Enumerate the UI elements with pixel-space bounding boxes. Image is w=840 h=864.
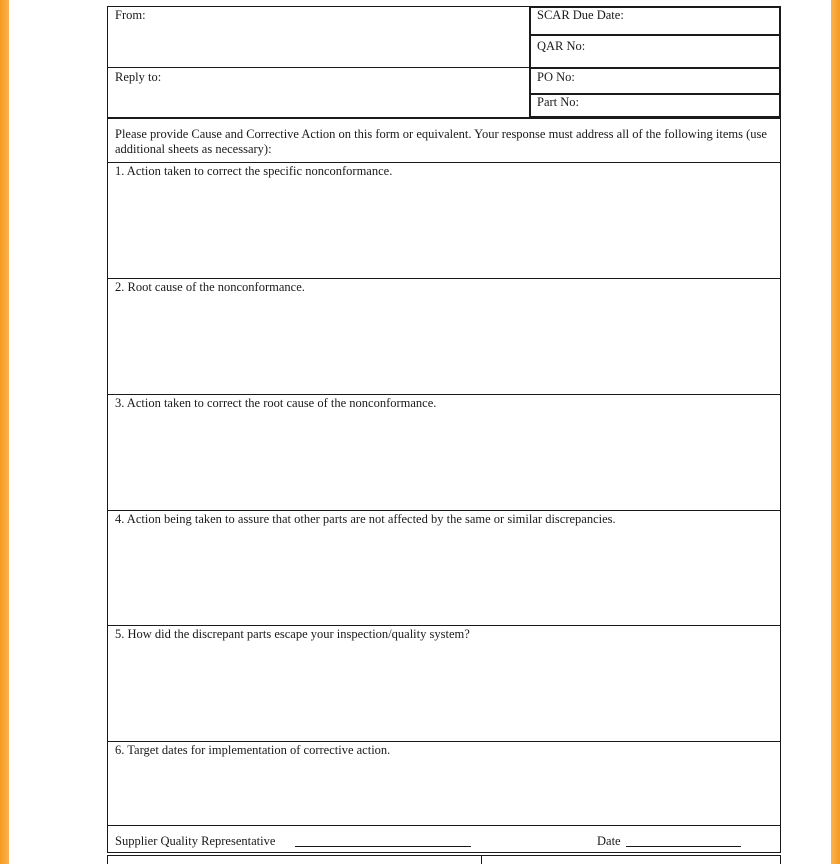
scar-due-date-cell[interactable] (529, 6, 781, 36)
response-section-6[interactable] (107, 741, 781, 853)
item-6-label: 6. Target dates for implementation of corrective action. (115, 743, 391, 757)
supplier-rep-label: Supplier Quality Representative (115, 834, 276, 848)
from-label: From: (115, 8, 146, 22)
scar-due-date-label: SCAR Due Date: (537, 8, 624, 22)
item-4-label: 4. Action being taken to assure that other parts are not affected by the same or similar discrepancies. (115, 512, 616, 526)
response-section-3[interactable] (107, 394, 781, 511)
qar-no-label: QAR No: (537, 39, 586, 53)
part-no-label: Part No: (537, 95, 580, 109)
instructions-text: Please provide Cause and Corrective Action on this form or equivalent. Your response must address all of the following items (use additional sheets as necessary): (115, 127, 767, 156)
supplier-rep-signature-line[interactable] (295, 846, 471, 847)
item-3-label: 3. Action taken to correct the root cause of the nonconformance. (115, 396, 437, 410)
reply-to-cell[interactable] (107, 67, 530, 118)
response-section-5[interactable] (107, 625, 781, 742)
page-border-right (831, 0, 840, 864)
part-no-cell[interactable] (529, 93, 781, 118)
po-no-label: PO No: (537, 70, 575, 84)
lower-section-right (481, 855, 781, 864)
item-1-label: 1. Action taken to correct the specific nonconformance. (115, 164, 393, 178)
instructions-cell (107, 118, 781, 163)
item-2-label: 2. Root cause of the nonconformance. (115, 280, 305, 294)
date-label: Date (597, 834, 621, 848)
po-no-cell[interactable] (529, 67, 781, 95)
lower-section-left (107, 855, 482, 864)
reply-to-label: Reply to: (115, 70, 162, 84)
response-section-1[interactable] (107, 162, 781, 279)
response-section-2[interactable] (107, 278, 781, 395)
signature-row (108, 825, 780, 854)
item-5-label: 5. How did the discrepant parts escape your inspection/quality system? (115, 627, 470, 641)
from-cell[interactable] (107, 6, 530, 68)
response-section-4[interactable] (107, 510, 781, 626)
date-signature-line[interactable] (626, 846, 741, 847)
page-border-left (0, 0, 9, 864)
qar-no-cell[interactable] (529, 34, 781, 69)
